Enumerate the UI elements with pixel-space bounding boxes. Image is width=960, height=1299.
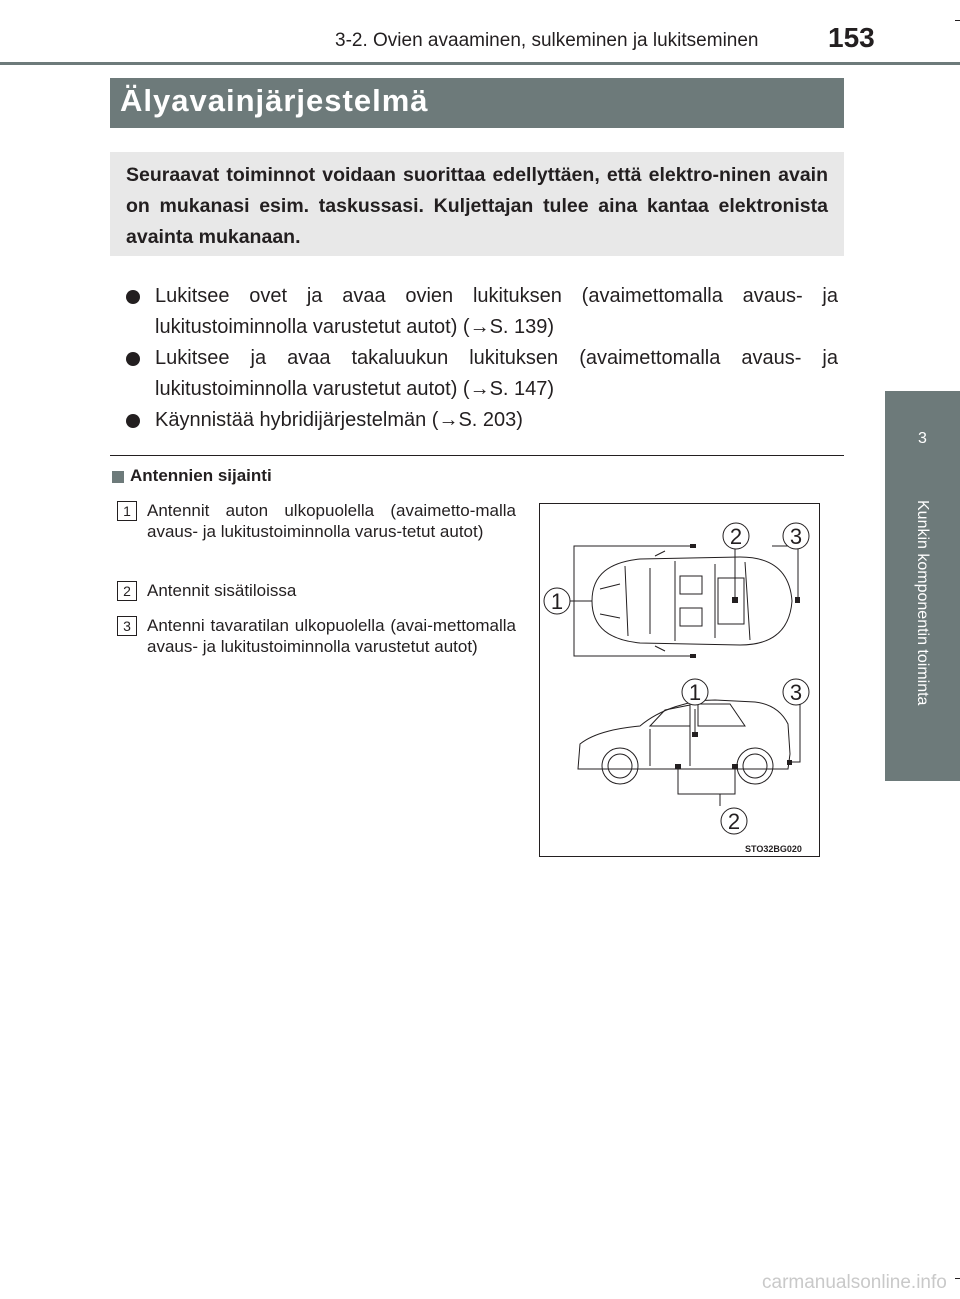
legend-text: Antenni tavaratilan ulkopuolella (avai-mettomalla avaus- ja lukitustoiminnolla varustetut autot) xyxy=(147,616,516,656)
arrow-icon: → xyxy=(438,409,459,431)
car-diagram xyxy=(540,504,821,858)
bullet-text: Lukitsee ovet ja avaa ovien lukituksen (avaimettomalla avaus- ja lukitustoiminnolla varustetut autot) ( xyxy=(155,285,838,338)
running-header: 3-2. Ovien avaaminen, sulkeminen ja lukitseminen xyxy=(335,30,759,51)
chapter-title-text: Kunkin komponentin toiminta xyxy=(914,500,931,706)
legend-text: Antennit auton ulkopuolella (avaimetto-malla avaus- ja lukitustoiminnolla varus-tetut autot) xyxy=(147,501,516,541)
section-title: Älyavainjärjestelmä xyxy=(120,83,429,118)
car-side-windows xyxy=(650,704,745,726)
bullet-dot xyxy=(126,290,140,304)
bullet-text: Käynnistää hybridijärjestelmän ( xyxy=(155,409,439,431)
intro-text: Seuraavat toiminnot voidaan suorittaa edellyttäen, että elektro-ninen avain on mukanasi esim. taskussasi. Kuljettajan tulee aina kantaa elektronista avainta mukanaan. xyxy=(126,164,828,248)
bullet-dot xyxy=(126,414,140,428)
wheel xyxy=(602,748,638,784)
antenna-marker xyxy=(787,760,792,765)
arrow-icon: → xyxy=(469,316,490,338)
antenna-marker xyxy=(692,732,698,737)
subsection-title: Antennien sijainti xyxy=(130,466,272,485)
seat-shape xyxy=(680,576,702,594)
figure-code: STO32BG020 xyxy=(745,844,802,854)
bullet-text: Lukitsee ja avaa takaluukun lukituksen (avaimettomalla avaus- ja lukitustoiminnolla varustetut autot) ( xyxy=(155,347,838,400)
callout-label: 2 xyxy=(729,524,743,549)
chapter-number: 3 xyxy=(918,430,927,447)
antenna-location-figure xyxy=(539,503,820,857)
arrow-icon: → xyxy=(469,378,490,400)
antenna-marker xyxy=(732,764,738,769)
square-bullet-icon xyxy=(112,471,124,483)
bullet-item xyxy=(126,281,838,343)
callout-label: 3 xyxy=(789,524,803,549)
legend-text: Antennit sisätiloissa xyxy=(147,581,297,600)
legend-item xyxy=(117,615,517,681)
legend-number: 3 xyxy=(117,616,137,636)
seat-shape xyxy=(680,608,702,626)
bullet-item xyxy=(126,405,838,436)
bullet-dot xyxy=(126,352,140,366)
callout-label: 2 xyxy=(727,809,741,834)
wheel xyxy=(737,748,773,784)
section-divider xyxy=(110,455,844,456)
header-rule xyxy=(0,62,960,65)
legend-number: 1 xyxy=(117,501,137,521)
page-reference: S. 139) xyxy=(489,316,555,338)
page-number: 153 xyxy=(828,22,875,53)
antenna-marker xyxy=(732,597,738,603)
callout-label: 1 xyxy=(550,589,564,614)
car-top-outline xyxy=(592,557,792,645)
rear-seat-shape xyxy=(718,578,744,624)
car-side-outline xyxy=(578,700,790,769)
antenna-marker xyxy=(795,597,800,603)
antenna-marker xyxy=(690,544,696,548)
bullet-item xyxy=(126,343,838,405)
legend-number: 2 xyxy=(117,581,137,601)
legend-item xyxy=(117,500,517,566)
legend-item xyxy=(117,580,517,604)
antenna-marker xyxy=(675,764,681,769)
crop-mark xyxy=(955,1278,960,1279)
page-reference: S. 147) xyxy=(489,378,555,400)
crop-mark xyxy=(955,20,960,21)
watermark: carmanualsonline.info xyxy=(762,1272,947,1293)
antenna-marker xyxy=(690,654,696,658)
page-reference: S. 203) xyxy=(458,409,523,431)
car-top-detail xyxy=(625,561,750,641)
callout-label: 1 xyxy=(688,680,702,705)
callout-label: 3 xyxy=(789,680,803,705)
